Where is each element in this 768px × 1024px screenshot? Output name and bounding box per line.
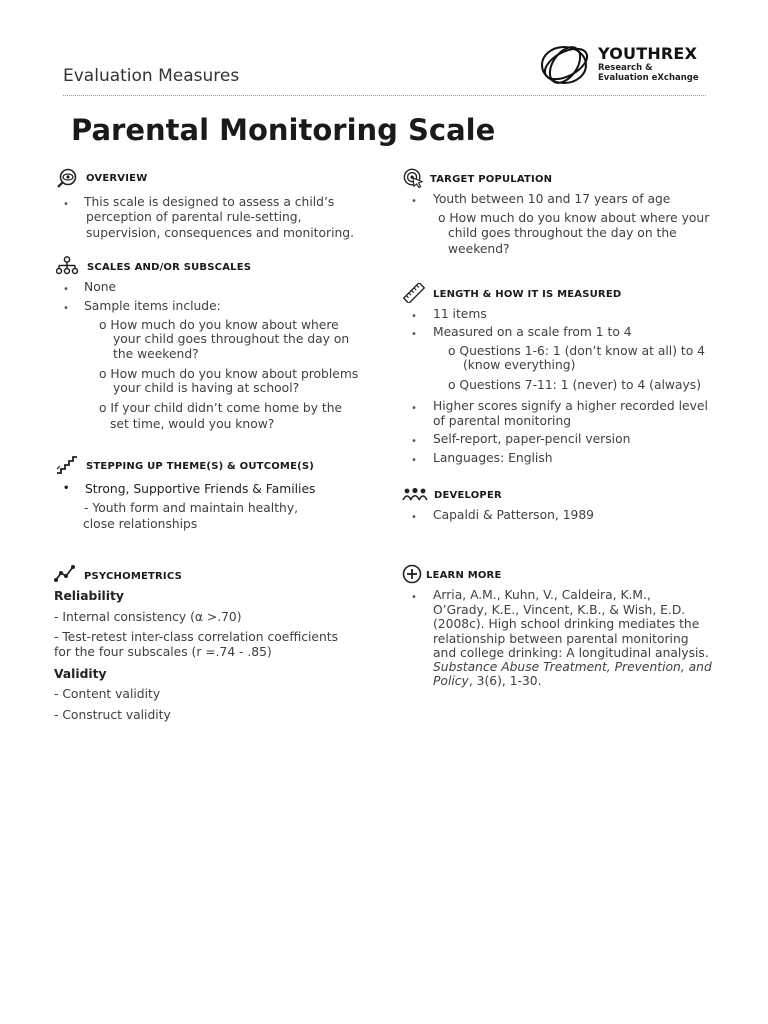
section-label: Evaluation Measures [63,66,240,86]
overview-heading: OVERVIEW [86,173,148,184]
bullet: • [411,512,417,523]
length-item-1: 11 items [433,307,487,321]
logo-subtitle-1: Research & [598,63,653,73]
hierarchy-icon [56,256,78,276]
reliability-label: Reliability [54,589,124,603]
overview-text-3: supervision, consequences and monitoring. [86,226,355,240]
target-sub-3: weekend? [448,242,510,256]
learn-journal: Policy [433,674,469,688]
length-heading: LENGTH & HOW IT IS MEASURED [433,289,622,300]
target-item-1: Youth between 10 and 17 years of age [433,192,671,206]
scales-q3-1: o If your child didn’t come home by the [99,401,343,415]
length-item-3b: of parental monitoring [433,414,572,428]
stepping-heading: STEPPING UP THEME(S) & OUTCOME(S) [86,461,315,472]
reliability-2b: for the four subscales (r =.74 - .85) [54,645,272,659]
length-sub1-1: o Questions 1-6: 1 (don’t know at all) to 4 [448,344,705,358]
header-divider [63,95,706,96]
logo-name: YOUTHREX [598,44,698,63]
learn-line-3: (2008c). High school drinking mediates the [433,617,700,631]
bullet: • [63,483,70,494]
bullet: • [411,311,417,322]
reliability-2a: - Test-retest inter-class correlation coefficients [54,630,339,644]
overview-text-1: This scale is designed to assess a child’s [84,195,335,209]
length-item-3a: Higher scores signify a higher recorded level [433,399,708,413]
learn-line-4: relationship between parental monitoring [433,632,689,646]
ruler-icon [403,283,425,303]
validity-1: - Content validity [54,687,161,701]
scales-q2-1: o How much do you know about problems [99,367,359,381]
plus-circle-icon [402,564,422,584]
bullet: • [411,436,417,447]
bullet: • [63,303,69,314]
stepping-theme: Strong, Supportive Friends & Families [85,482,316,496]
scales-q2-2: your child is having at school? [113,381,300,395]
stepping-desc-1: - Youth form and maintain healthy, [84,501,299,515]
scales-item-1: None [84,280,117,294]
length-sub1-2: (know everything) [463,358,576,372]
learn-line-1: Arria, A.M., Kuhn, V., Caldeira, K.M., [433,588,651,602]
bullet: • [411,196,417,207]
validity-2: - Construct validity [54,708,171,722]
scales-q1-2: your child goes throughout the day on [113,332,350,346]
validity-label: Validity [54,667,107,681]
bullet: • [411,403,417,414]
eye-magnifier-icon [56,168,78,188]
people-group-icon [402,487,428,501]
length-item-4: Self-report, paper-pencil version [433,432,631,446]
youthrex-logo-icon [538,43,594,87]
scales-item-2: Sample items include: [84,299,221,313]
bullet: • [411,592,417,603]
bullet: • [411,329,417,340]
bullet: • [63,199,69,210]
length-sub2: o Questions 7-11: 1 (never) to 4 (always) [448,378,702,392]
learn-line-6: Substance Abuse Treatment, Prevention, and [433,660,712,674]
target-heading: TARGET POPULATION [430,174,553,185]
target-sub-2: child goes throughout the day on the [448,226,677,240]
length-item-2: Measured on a scale from 1 to 4 [433,325,632,339]
psychometrics-heading: PSYCHOMETRICS [84,571,182,582]
overview-text-2: perception of parental rule-setting, [86,210,302,224]
bullet: • [411,455,417,466]
scales-heading: SCALES AND/OR SUBSCALES [87,262,252,273]
learn-line-7 [433,674,542,689]
learn-volume: , 3(6), 1-30. [468,674,542,688]
scales-q1-1: o How much do you know about where [99,318,339,332]
trend-line-icon [54,564,76,584]
target-sub-1: o How much do you know about where your [438,211,710,225]
scales-q3-2: set time, would you know? [110,417,275,431]
learn-heading: LEARN MORE [426,570,502,581]
learn-line-2: O’Grady, K.E., Vincent, K.B., & Wish, E.D. [433,603,686,617]
length-item-5: Languages: English [433,451,553,465]
developer-heading: DEVELOPER [434,490,502,501]
stepping-desc-2: close relationships [83,517,198,531]
stairs-icon [56,455,78,475]
reliability-1: - Internal consistency (α >.70) [54,610,242,624]
bullet: • [63,284,69,295]
developer-item-1: Capaldi & Patterson, 1989 [433,508,595,522]
learn-line-5: and college drinking: A longitudinal analysis. [433,646,709,660]
target-click-icon [402,168,424,188]
page-title: Parental Monitoring Scale [71,113,496,147]
logo-subtitle-2: Evaluation eXchange [598,73,699,83]
scales-q1-3: the weekend? [113,347,199,361]
